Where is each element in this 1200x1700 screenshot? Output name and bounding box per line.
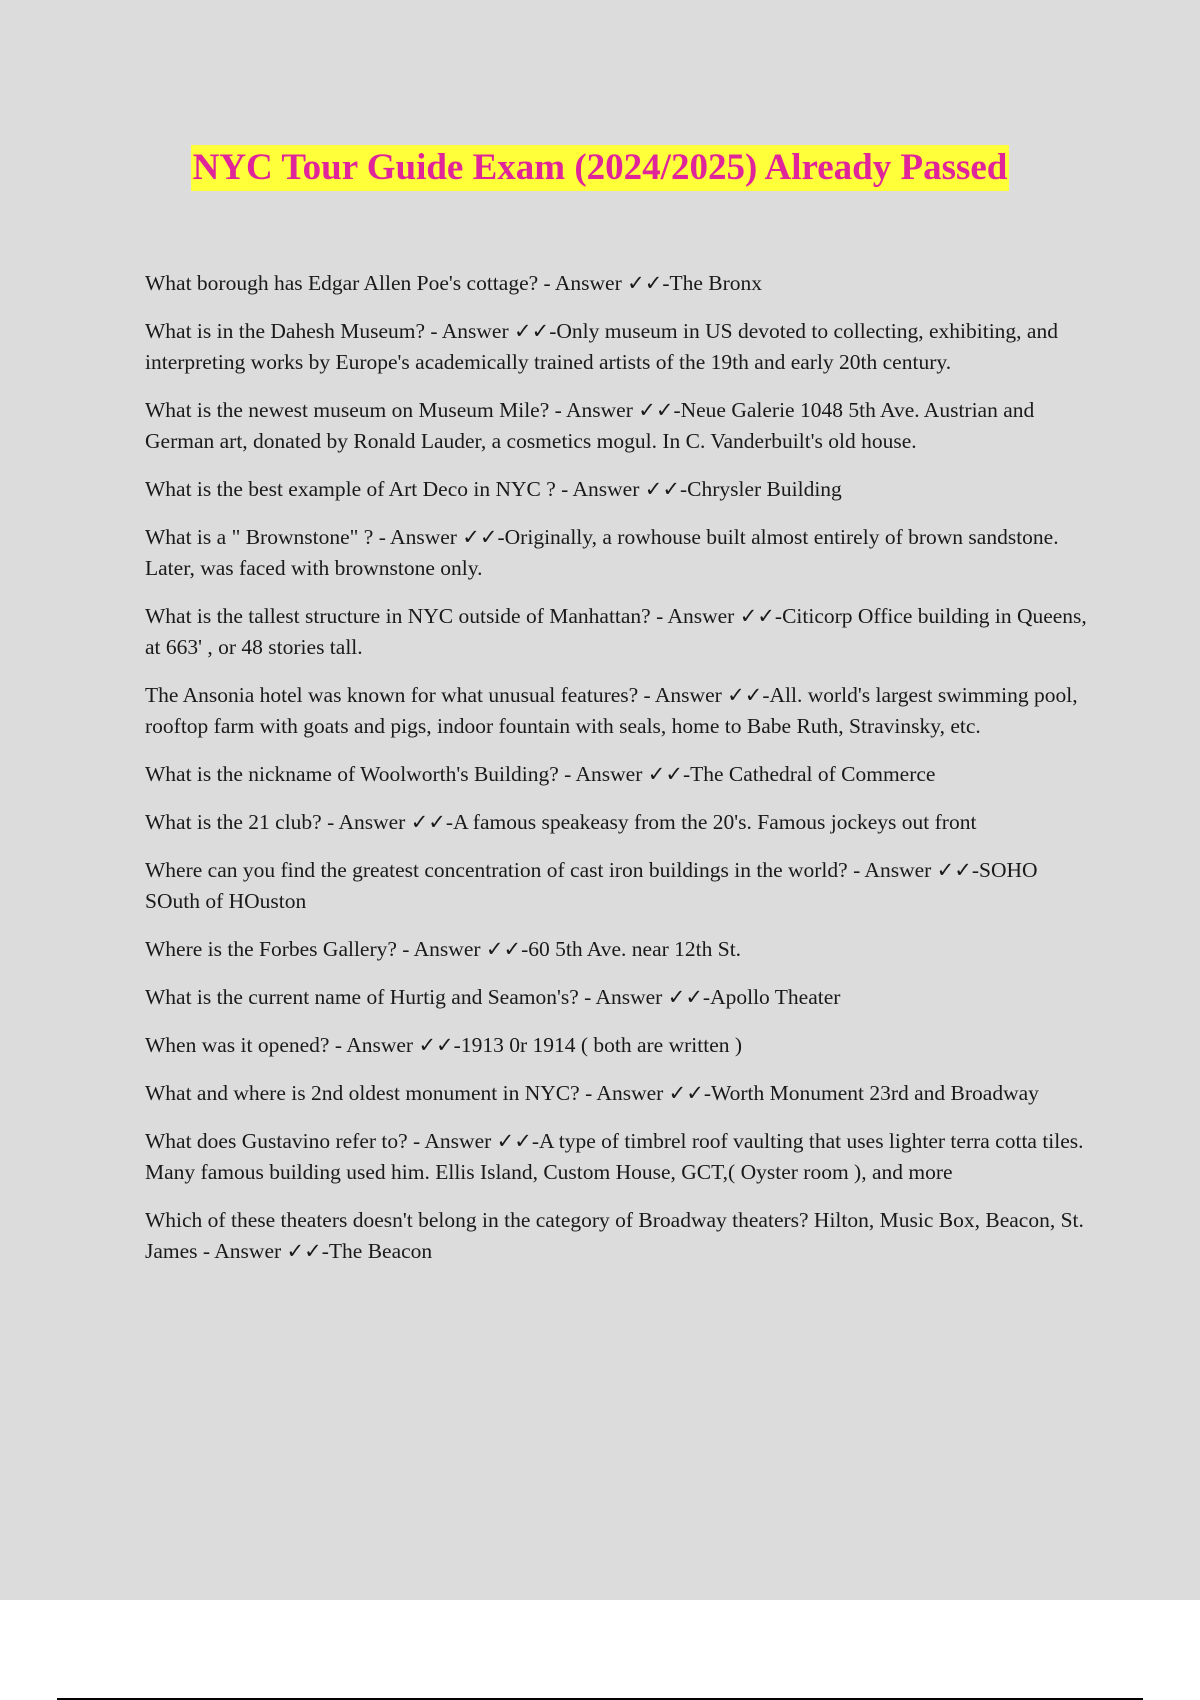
qa-item [145, 395, 1095, 457]
answer-label: Answer [596, 1081, 664, 1105]
double-check-icon: ✓✓ [644, 477, 680, 501]
double-check-icon: ✓✓ [936, 858, 972, 882]
title-block [0, 145, 1200, 191]
answer-label: Answer [390, 525, 457, 549]
question-text: What is the newest museum on Museum Mile? - [145, 398, 566, 422]
qa-item [145, 680, 1095, 742]
qa-item [145, 759, 1095, 790]
double-check-icon: ✓✓ [496, 1129, 532, 1153]
question-text: What borough has Edgar Allen Poe's cottage? - [145, 271, 555, 295]
qa-item [145, 1030, 1095, 1061]
double-check-icon: ✓✓ [638, 398, 674, 422]
answer-label: Answer [864, 858, 932, 882]
question-text: What is the best example of Art Deco in NYC ? - [145, 477, 573, 501]
question-text: What is a " Brownstone" ? - [145, 525, 391, 549]
answer-text: -Only museum in US devoted to collecting, exhibiting, and interpreting works by Europe's academically trained artists of the 19th and early 20th century. [145, 319, 1058, 374]
question-text: What is the nickname of Woolworth's Building? - [145, 762, 576, 786]
question-text: Which of these theaters doesn't belong in the category of Broadway theaters? Hilton, Music Box, Beacon, St. James - [145, 1208, 1084, 1263]
answer-text: -A famous speakeasy from the 20's. Famous jockeys out front [445, 810, 977, 834]
answer-text: -60 5th Ave. near 12th St. [521, 937, 742, 961]
question-text: Where can you find the greatest concentration of cast iron buildings in the world? - [145, 858, 865, 882]
question-text: What does Gustavino refer to? - [145, 1129, 425, 1153]
question-text: The Ansonia hotel was known for what unusual features? - [145, 683, 655, 707]
double-check-icon: ✓✓ [739, 604, 775, 628]
qa-list [145, 268, 1095, 1284]
qa-item [145, 1126, 1095, 1188]
question-text: What is the current name of Hurtig and Seamon's? - [145, 985, 596, 1009]
answer-text: -Chrysler Building [679, 477, 842, 501]
answer-label: Answer [424, 1129, 492, 1153]
question-text: When was it opened? - [145, 1033, 347, 1057]
double-check-icon: ✓✓ [668, 1081, 704, 1105]
double-check-icon: ✓✓ [647, 762, 683, 786]
qa-item [145, 1078, 1095, 1109]
qa-item [145, 522, 1095, 584]
qa-item [145, 982, 1095, 1013]
answer-label: Answer [667, 604, 735, 628]
answer-text: -All. world's largest swimming pool, rooftop farm with goats and pigs, indoor fountain with seals, home to Babe Ruth, Stravinsky, etc. [145, 683, 1078, 738]
qa-item [145, 268, 1095, 299]
answer-label: Answer [595, 985, 663, 1009]
qa-item [145, 1205, 1095, 1267]
double-check-icon: ✓✓ [627, 271, 663, 295]
answer-label: Answer [572, 477, 640, 501]
answer-text: -Neue Galerie 1048 5th Ave. Austrian and German art, donated by Ronald Lauder, a cosmetics mogul. In C. Vanderbuilt's old house. [145, 398, 1035, 453]
answer-label: Answer [554, 271, 622, 295]
answer-label: Answer [441, 319, 509, 343]
double-check-icon: ✓✓ [286, 1239, 322, 1263]
answer-label: Answer [654, 683, 722, 707]
double-check-icon: ✓✓ [462, 525, 498, 549]
question-text: What is the 21 club? - [145, 810, 339, 834]
answer-label: Answer [338, 810, 406, 834]
qa-item [145, 807, 1095, 838]
question-text: What and where is 2nd oldest monument in NYC? - [145, 1081, 597, 1105]
answer-text: -Originally, a rowhouse built almost entirely of brown sandstone. Later, was faced with brownstone only. [145, 525, 1059, 580]
answer-text: -1913 0r 1914 ( both are written ) [453, 1033, 743, 1057]
answer-text: -Apollo Theater [702, 985, 841, 1009]
qa-item [145, 474, 1095, 505]
answer-label: Answer [565, 398, 633, 422]
answer-text: -Worth Monument 23rd and Broadway [703, 1081, 1039, 1105]
double-check-icon: ✓✓ [727, 683, 763, 707]
answer-text: -The Cathedral of Commerce [682, 762, 936, 786]
answer-text: -Citicorp Office building in Queens, at 663' , or 48 stories tall. [145, 604, 1087, 659]
answer-text: -A type of timbrel roof vaulting that uses lighter terra cotta tiles. Many famous building used him. Ellis Island, Custom House, GCT,( Oyster room ), and more [145, 1129, 1084, 1184]
answer-label: Answer [413, 937, 481, 961]
double-check-icon: ✓✓ [418, 1033, 454, 1057]
answer-label: Answer [346, 1033, 414, 1057]
double-check-icon: ✓✓ [410, 810, 446, 834]
question-text: Where is the Forbes Gallery? - [145, 937, 414, 961]
answer-text: -The Bronx [662, 271, 763, 295]
qa-item [145, 855, 1095, 917]
double-check-icon: ✓✓ [485, 937, 522, 961]
answer-label: Answer [214, 1239, 282, 1263]
answer-label: Answer [575, 762, 643, 786]
qa-item [145, 601, 1095, 663]
double-check-icon: ✓✓ [514, 319, 550, 343]
answer-text: -SOHO SOuth of HOuston [145, 858, 1038, 913]
qa-item [145, 934, 1095, 965]
qa-item [145, 316, 1095, 378]
page-title: NYC Tour Guide Exam (2024/2025) Already Passed [191, 145, 1010, 191]
answer-text: -The Beacon [321, 1239, 433, 1263]
question-text: What is the tallest structure in NYC outside of Manhattan? - [145, 604, 668, 628]
double-check-icon: ✓✓ [667, 985, 703, 1009]
question-text: What is in the Dahesh Museum? - [145, 319, 442, 343]
